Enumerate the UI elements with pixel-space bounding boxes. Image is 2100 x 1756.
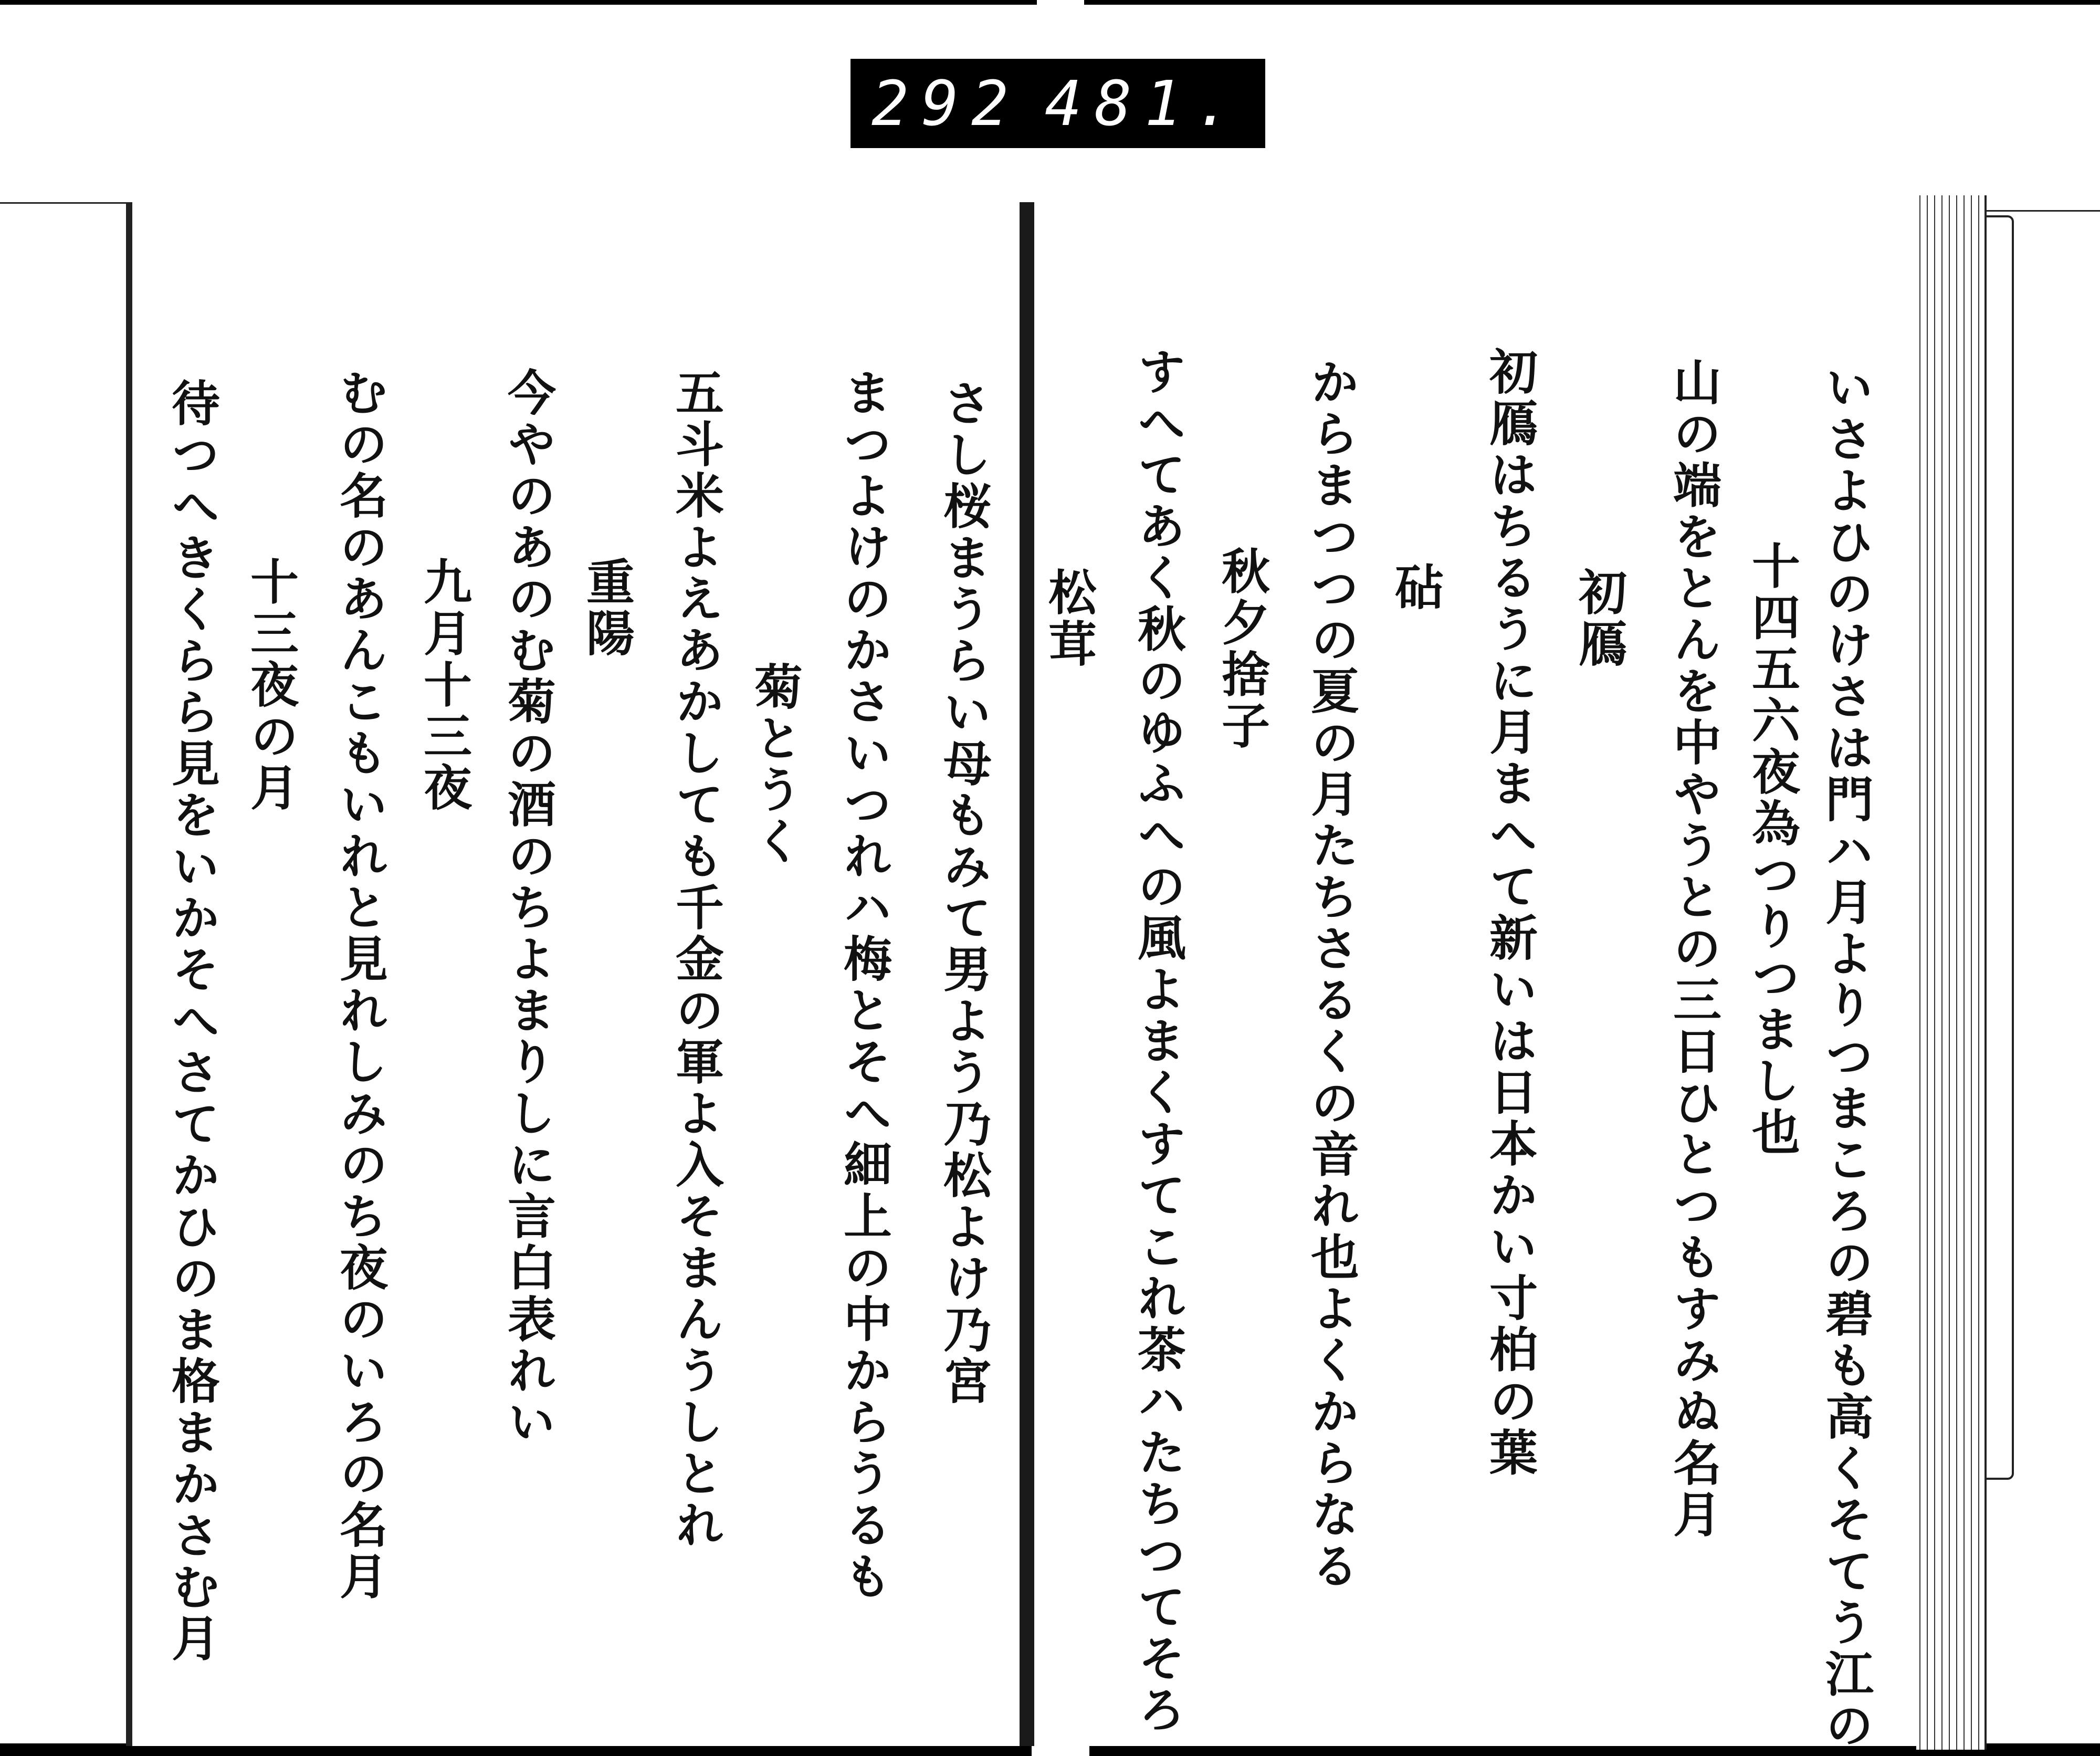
poem-heading: 重陽 xyxy=(579,557,635,660)
text-column: 山の端をとんを中やうとの三日ひとつもすみぬ名月 xyxy=(1665,357,1722,1541)
book-cover-edge xyxy=(1986,215,2014,1480)
page-stack-edge xyxy=(1916,195,1987,1750)
edge-line-right xyxy=(1984,210,2100,212)
text-column: 五斗米よえあかしても千金の軍よ入そまんうしとれ xyxy=(668,368,724,1551)
left-page xyxy=(126,202,1034,1746)
poem-heading: 十三夜の月 xyxy=(243,557,299,814)
poem-heading: 九月十三夜 xyxy=(416,557,472,814)
text-column: 初鴈はちるうに月まへて新いは日本かい寸柏の葉 xyxy=(1482,347,1538,1479)
catalog-number-left: 292 xyxy=(872,67,1022,140)
catalog-number-right: 481. xyxy=(1044,67,1244,140)
text-column: 今やのあのむ菊の酒のちよまりしに言白表れい xyxy=(500,368,556,1448)
poem-heading: 松茸 xyxy=(1041,567,1097,670)
poem-heading: 初鴈 xyxy=(1571,567,1628,670)
text-column: からまつつの夏の月たちさるくの音れ也よくからなる xyxy=(1303,357,1360,1592)
edge-line-left xyxy=(0,202,126,204)
scan-edge-top-left xyxy=(0,0,1037,5)
catalog-label xyxy=(850,59,1265,148)
poem-heading: 砧 xyxy=(1387,562,1444,613)
text-column: 十四五六夜為つりつまし也 xyxy=(1744,541,1801,1158)
text-column: すへてあく秋のゆふへの風よまくすてこれ茶ハたちつてそろ xyxy=(1130,347,1186,1736)
text-column: まつよけのかさいつれハ梅とそへ細上の中からうるも xyxy=(836,368,892,1603)
poem-heading: 菊とうく xyxy=(747,662,803,867)
scan-edge-top-right xyxy=(1084,0,2100,5)
text-column: いさよひのけさは門ハ月よりつまころの碧も高くそてう江の xyxy=(1818,362,1874,1752)
poem-heading: 秋夕捨子 xyxy=(1214,546,1270,752)
text-column: さし桜まうらい母もみて男よう乃松よけ乃宮 xyxy=(936,378,992,1407)
text-column: むの名のあんこもいれと見れしみのち夜のいろの名月 xyxy=(332,368,388,1603)
text-column: 待つへきくらら見をいかそへさてかひのま格まかさむ月 xyxy=(164,378,220,1665)
